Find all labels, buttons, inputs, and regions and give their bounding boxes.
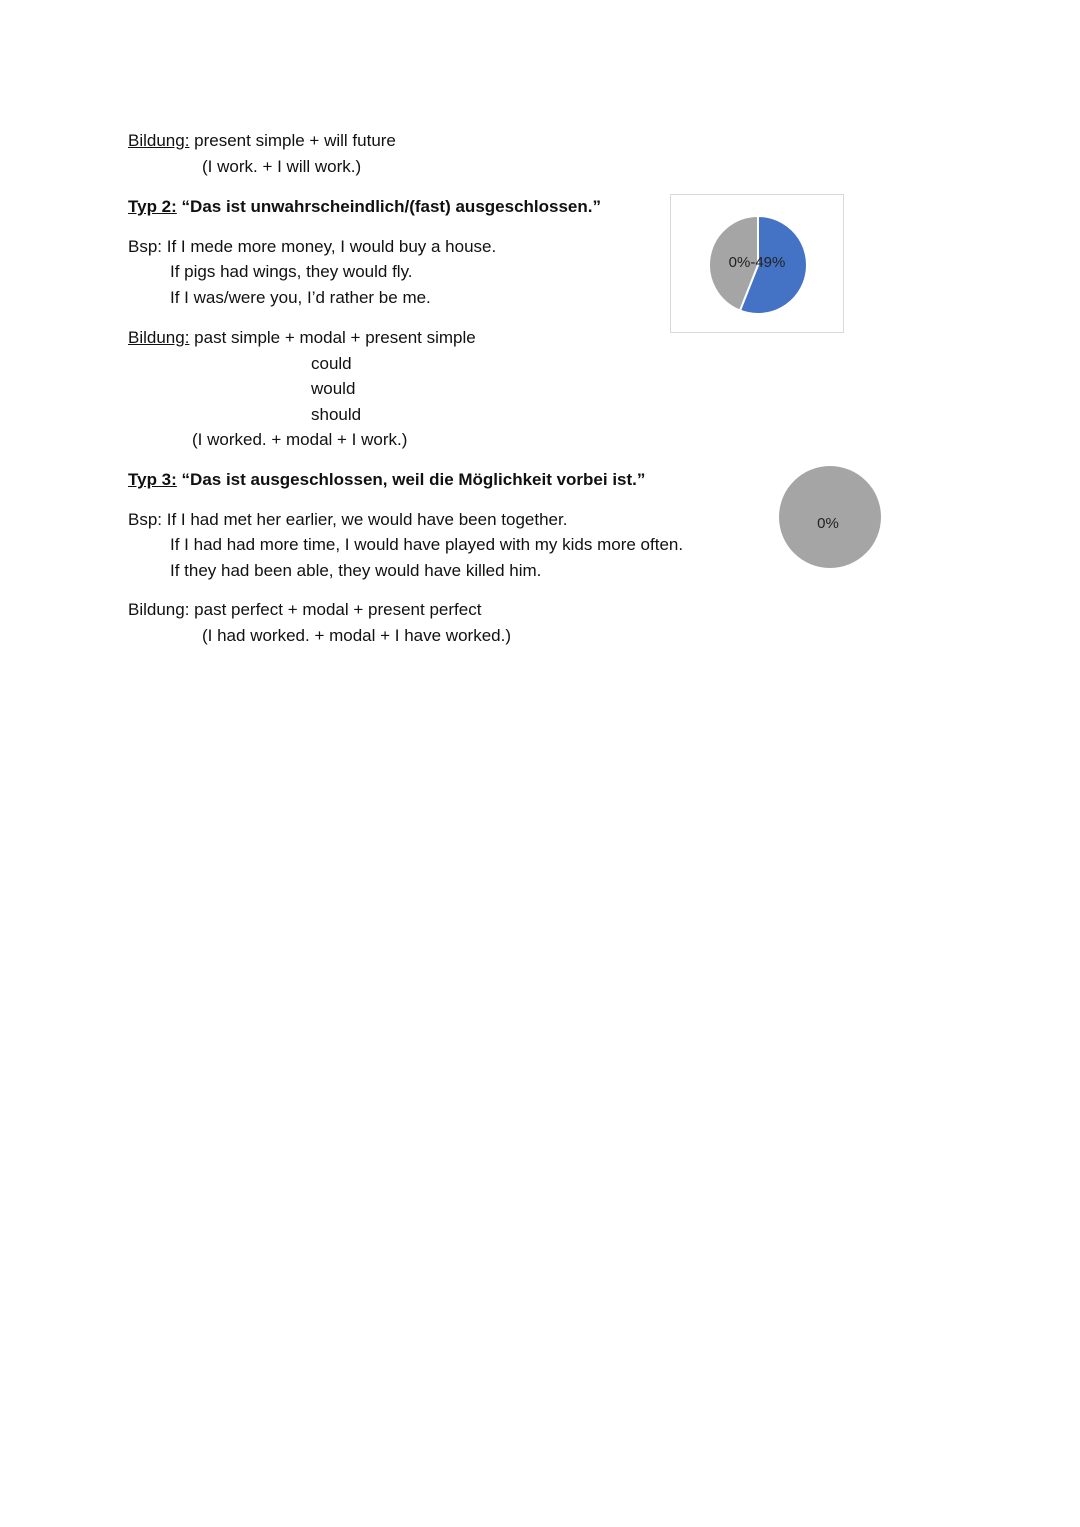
typ1-bildung-line [128,130,396,152]
pie-chart-1 [671,195,843,332]
pie-2-label: 0% [817,515,839,532]
pie-1-label: 0%-49% [728,254,786,271]
typ3-bsp-1: Bsp: If I had met her earlier, we would have been together. [128,510,568,529]
typ2-bildung-line [128,327,476,349]
typ3-bildung-text: Bildung: past perfect + modal + present perfect [128,600,482,619]
typ3-bsp-3: If they had been able, they would have killed him. [170,561,542,580]
typ2-bildung-text: past simple + modal + present simple [189,328,476,347]
typ3-heading [128,469,645,491]
typ2-heading-label: Typ 2: [128,197,177,216]
typ2-bildung-example: (I worked. + modal + I work.) [192,430,408,449]
typ2-heading-text: “Das ist unwahrscheindlich/(fast) ausgeschlossen.” [176,197,601,216]
typ2-modal-could: could [311,354,352,373]
typ2-bsp-label: Bsp: [128,237,163,256]
typ2-modal-should: should [311,405,362,424]
pie-chart-1-frame [670,194,844,333]
typ1-bildung-example: (I work. + I will work.) [202,157,362,176]
typ2-heading [128,196,601,218]
typ2-modal-would: would [311,379,356,398]
typ3-heading-label: Typ 3: [128,470,177,489]
typ2-bildung-label: Bildung: [128,328,190,347]
typ2-bsp-1-text: If I mede more money, I would buy a house. [162,237,497,256]
typ3-bsp-2: If I had had more time, I would have played with my kids more often. [170,535,684,554]
typ2-bsp-3: If I was/were you, I’d rather be me. [170,288,431,307]
typ3-heading-text: “Das ist ausgeschlossen, weil die Möglichkeit vorbei ist.” [176,470,646,489]
typ2-bsp-1 [128,236,496,258]
typ1-bildung-text: present simple + will future [189,131,396,150]
typ3-bildung-example: (I had worked. + modal + I have worked.) [202,626,511,645]
typ2-bsp-2: If pigs had wings, they would fly. [170,262,413,281]
typ1-bildung-label: Bildung: [128,131,190,150]
pie-chart-2 [776,466,884,570]
